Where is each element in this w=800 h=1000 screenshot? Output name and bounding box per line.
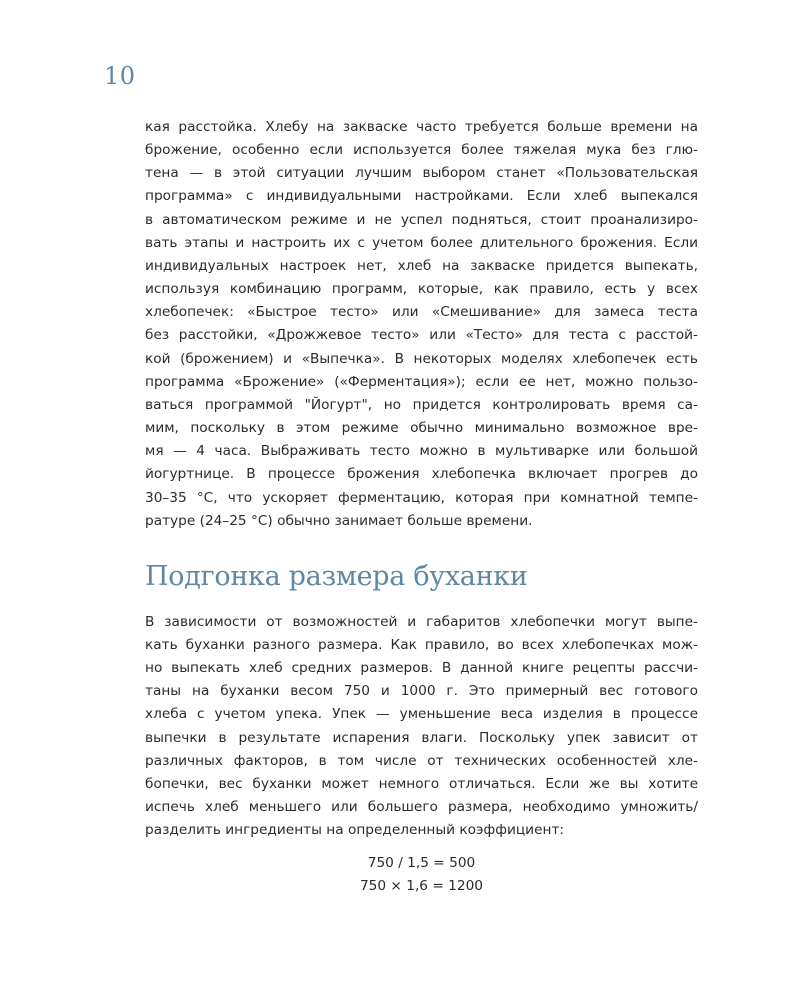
text-line: используя комбинацию программ, которые, как правило, есть у всех	[145, 281, 698, 298]
text-line: хлеба с учетом упека. Упек — уменьшение веса изделия в процессе	[145, 706, 698, 723]
page-content	[145, 116, 698, 898]
text-line: мя — 4 часа. Выбраживать тесто можно в мультиварке или большой	[145, 443, 698, 460]
formula-block	[145, 852, 698, 898]
body-paragraph-2	[145, 611, 698, 843]
text-line: разделить ингредиенты на определенный коэффициент:	[145, 822, 565, 839]
text-line: но выпекать хлеб средних размеров. В данной книге рецепты рассчи-	[145, 660, 698, 677]
section-heading: Подгонка размера буханки	[145, 560, 528, 592]
text-line: мим, поскольку в этом режиме обычно минимально возможное вре-	[145, 420, 698, 437]
formula-line: 750 / 1,5 = 500	[367, 855, 476, 872]
text-line: В зависимости от возможностей и габаритов хлебопечки могут выпе-	[145, 613, 698, 630]
text-line: хлебопечек: «Быстрое тесто» или «Смешивание» для замеса теста	[145, 304, 698, 321]
text-line: тена — в этой ситуации лучшим выбором станет «Пользовательская	[145, 165, 698, 182]
text-line: индивидуальных настроек нет, хлеб на закваске придется выпекать,	[145, 257, 698, 274]
text-line: 30–35 °C, что ускоряет ферментацию, которая при комнатной темпе-	[145, 489, 698, 506]
text-line: программа» с индивидуальными настройками. Если хлеб выпекался	[145, 188, 698, 205]
text-line: испечь хлеб меньшего или большего размера, необходимо умножить/	[145, 799, 698, 816]
text-line: различных факторов, в том числе от технических особенностей хле-	[145, 752, 698, 769]
text-line: без расстойки, «Дрожжевое тесто» или «Тесто» для теста с расстой-	[145, 327, 698, 344]
text-line: выпечки в результате испарения влаги. Поскольку упек зависит от	[145, 729, 698, 746]
text-line: вать этапы и настроить их с учетом более длительного брожения. Если	[145, 234, 698, 251]
body-paragraph-1	[145, 116, 698, 533]
text-line: кой (брожением) и «Выпечка». В некоторых моделях хлебопечек есть	[145, 350, 698, 367]
text-line: кать буханки разного размера. Как правило, во всех хлебопечках мож-	[145, 636, 698, 653]
page-number: 10	[104, 62, 136, 90]
text-line: таны на буханки весом 750 и 1000 г. Это примерный вес готового	[145, 683, 698, 700]
text-line: бопечки, вес буханки может немного отличаться. Если же вы хотите	[145, 775, 698, 792]
text-line: программа «Брожение» («Ферментация»); если ее нет, можно пользо-	[145, 373, 698, 390]
text-line: кая расстойка. Хлебу на закваске часто требуется больше времени на	[145, 119, 698, 135]
text-line: в автоматическом режиме и не успел подняться, стоит проанализиро-	[145, 211, 698, 228]
text-line: брожение, особенно если используется более тяжелая мука без глю-	[145, 142, 698, 159]
text-line: ваться программой "Йогурт", но придется контролировать время са-	[145, 396, 698, 413]
text-line: йогуртнице. В процессе брожения хлебопечка включает прогрев до	[145, 466, 698, 483]
formula-line: 750 × 1,6 = 1200	[359, 878, 484, 895]
text-line: ратуре (24–25 °C) обычно занимает больше времени.	[145, 512, 533, 529]
